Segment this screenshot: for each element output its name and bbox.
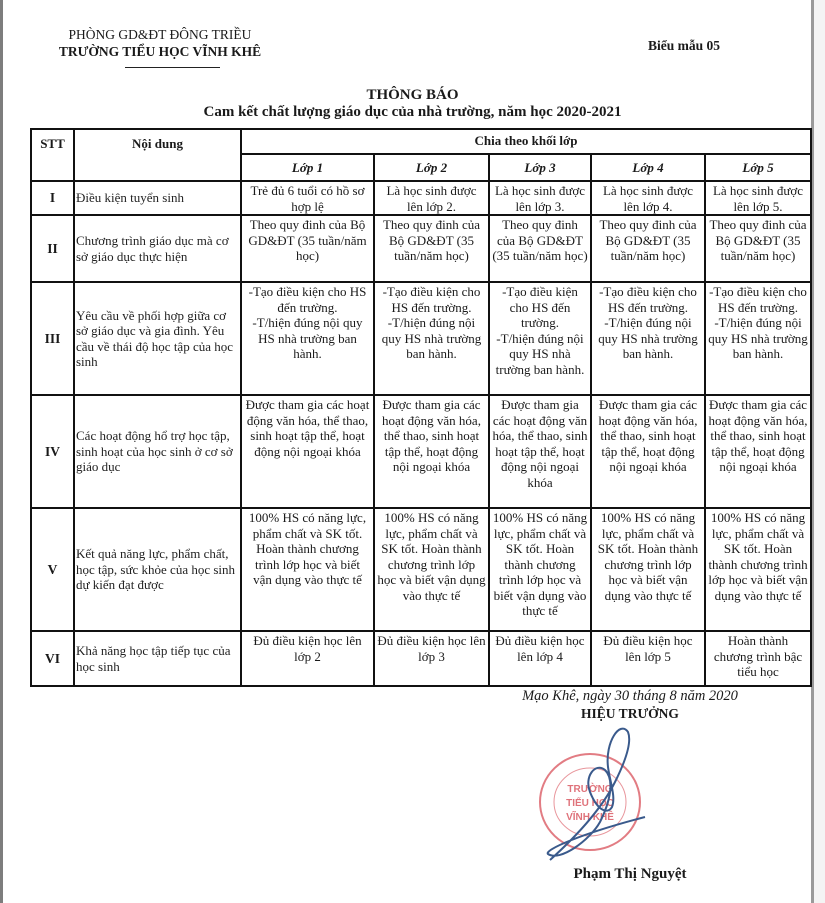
seal-and-signature [520,722,670,862]
grade-2-cell: Là học sinh được lên lớp 2. [374,181,489,215]
header-stt: STT [31,129,74,181]
table-row [31,508,811,631]
signer-title: HIỆU TRƯỞNG [581,706,679,721]
grade-3-cell: Theo quy đinh của Bộ GD&ĐT (35 tuần/năm học) [489,215,591,282]
table-row [31,181,811,215]
agency-name: PHÒNG GD&ĐT ĐÔNG TRIỀU [68,27,252,42]
row-number: II [31,215,74,282]
row-content: Các hoạt động hổ trợ học tập, sinh hoạt của học sinh ở cơ sở giáo dục [74,395,241,508]
form-number: Biểu mẫu 05 [648,38,721,53]
header-grade-4: Lớp 4 [591,154,705,181]
grade-4-cell: Đủ điều kiện học lên lớp 5 [591,631,705,686]
grade-3-cell: Là học sinh được lên lớp 3. [489,181,591,215]
grade-1-cell: Trẻ đủ 6 tuổi có hồ sơ hợp lệ [241,181,374,215]
grade-5-cell: Là học sinh được lên lớp 5. [705,181,811,215]
row-content: Điều kiện tuyển sinh [74,181,241,215]
grade-2-cell: 100% HS có năng lực, phẩm chất và SK tốt. Hoàn thành chương trình lớp học và biết vận dụng vào thực tế [374,508,489,631]
grade-5-cell: Được tham gia các hoạt động văn hóa, thể thao, sinh hoạt tập thể, hoạt động nội ngoại khóa [705,395,811,508]
grade-4-cell: Được tham gia các hoạt động văn hóa, thể thao, sinh hoạt tập thể, hoạt động nội ngoại khóa [591,395,705,508]
document-subtitle: Cam kết chất lượng giáo dục của nhà trường, năm học 2020-2021 [203,104,622,120]
row-number: V [31,508,74,631]
grade-3-cell: Đủ điều kiện học lên lớp 4 [489,631,591,686]
row-number: VI [31,631,74,686]
grade-1-cell: Theo quy đinh của Bộ GD&ĐT (35 tuần/năm học) [241,215,374,282]
row-content: Yêu cầu về phối hợp giữa cơ sở giáo dục và gia đình. Yêu cầu về thái độ học tập của học sinh [74,282,241,395]
row-content: Khả năng học tập tiếp tục của học sinh [74,631,241,686]
grade-2-cell: Theo quy đinh của Bộ GD&ĐT (35 tuần/năm học) [374,215,489,282]
school-name: TRƯỜNG TIỂU HỌC VĨNH KHÊ [58,44,262,59]
table-row [31,282,811,395]
grade-5-cell: Theo quy đinh của Bộ GD&ĐT (35 tuần/năm học) [705,215,811,282]
school-underline [125,67,220,68]
grade-2-cell: Đủ điều kiện học lên lớp 3 [374,631,489,686]
scan-margin-right [814,0,825,903]
grade-3-cell: Được tham gia các hoạt động văn hóa, thể thao, sinh hoạt tập thể, hoạt động nội ngoại khóa [489,395,591,508]
header-grade-5: Lớp 5 [705,154,811,181]
grade-2-cell: Được tham gia các hoạt động văn hóa, thể thao, sinh hoạt tập thể, hoạt động nội ngoại khóa [374,395,489,508]
header-grade-group: Chia theo khối lớp [241,129,811,154]
signer-name: Phạm Thị Nguyệt [573,866,687,882]
grade-2-cell: -Tạo điều kiện cho HS đến trường. -T/hiện đúng nội quy HS nhà trường ban hành. [374,282,489,395]
grade-4-cell: Là học sinh được lên lớp 4. [591,181,705,215]
table-row [31,395,811,508]
table-row [31,215,811,282]
row-number: IV [31,395,74,508]
grade-4-cell: -Tạo điều kiện cho HS đến trường. -T/hiện đúng nội quy HS nhà trường ban hành. [591,282,705,395]
grade-4-cell: 100% HS có năng lực, phẩm chất và SK tốt. Hoàn thành chương trình lớp học và biết vận dụng vào thực tế [591,508,705,631]
row-number: I [31,181,74,215]
scan-edge-left [0,0,3,903]
grade-5-cell: 100% HS có năng lực, phẩm chất và SK tốt. Hoàn thành chương trình lớp học và biết vận dụng vào thực tế [705,508,811,631]
grade-1-cell: Đủ điều kiện học lên lớp 2 [241,631,374,686]
grade-1-cell: Được tham gia các hoạt động văn hóa, thể thao, sinh hoạt tập thể, hoạt động nội ngoại khóa [241,395,374,508]
grade-3-cell: -Tạo điều kiện cho HS đến trường. -T/hiện đúng nội quy HS nhà trường ban hành. [489,282,591,395]
header-grade-1: Lớp 1 [241,154,374,181]
commitment-table [30,128,812,687]
grade-4-cell: Theo quy đinh của Bộ GD&ĐT (35 tuần/năm học) [591,215,705,282]
place-date: Mạo Khê, ngày 30 tháng 8 năm 2020 [522,688,738,704]
row-content: Chương trình giáo dục mà cơ sở giáo dục thực hiện [74,215,241,282]
header-content: Nội dung [74,129,241,181]
svg-text:TRƯỜNG: TRƯỜNG [567,784,613,795]
document-title: THÔNG BÁO [366,87,459,103]
table-row [31,631,811,686]
row-content: Kết quả năng lực, phẩm chất, học tập, sức khỏe của học sinh dự kiến đạt được [74,508,241,631]
header-grade-2: Lớp 2 [374,154,489,181]
grade-5-cell: -Tạo điều kiện cho HS đến trường. -T/hiện đúng nội quy HS nhà trường ban hành. [705,282,811,395]
row-number: III [31,282,74,395]
header-grade-3: Lớp 3 [489,154,591,181]
grade-1-cell: -Tạo điều kiện cho HS đến trường. -T/hiện đúng nội quy HS nhà trường ban hành. [241,282,374,395]
grade-3-cell: 100% HS có năng lực, phẩm chất và SK tốt. Hoàn thành chương trình lớp học và biết vận dụng vào thực tế [489,508,591,631]
svg-text:TIỂU HỌC: TIỂU HỌC [566,798,614,809]
grade-1-cell: 100% HS có năng lực, phẩm chất và SK tốt. Hoàn thành chương trình lớp học và biết vận dụng vào thực tế [241,508,374,631]
grade-5-cell: Hoàn thành chương trình bậc tiểu học [705,631,811,686]
svg-text:VĨNH KHÊ: VĨNH KHÊ [566,812,614,823]
